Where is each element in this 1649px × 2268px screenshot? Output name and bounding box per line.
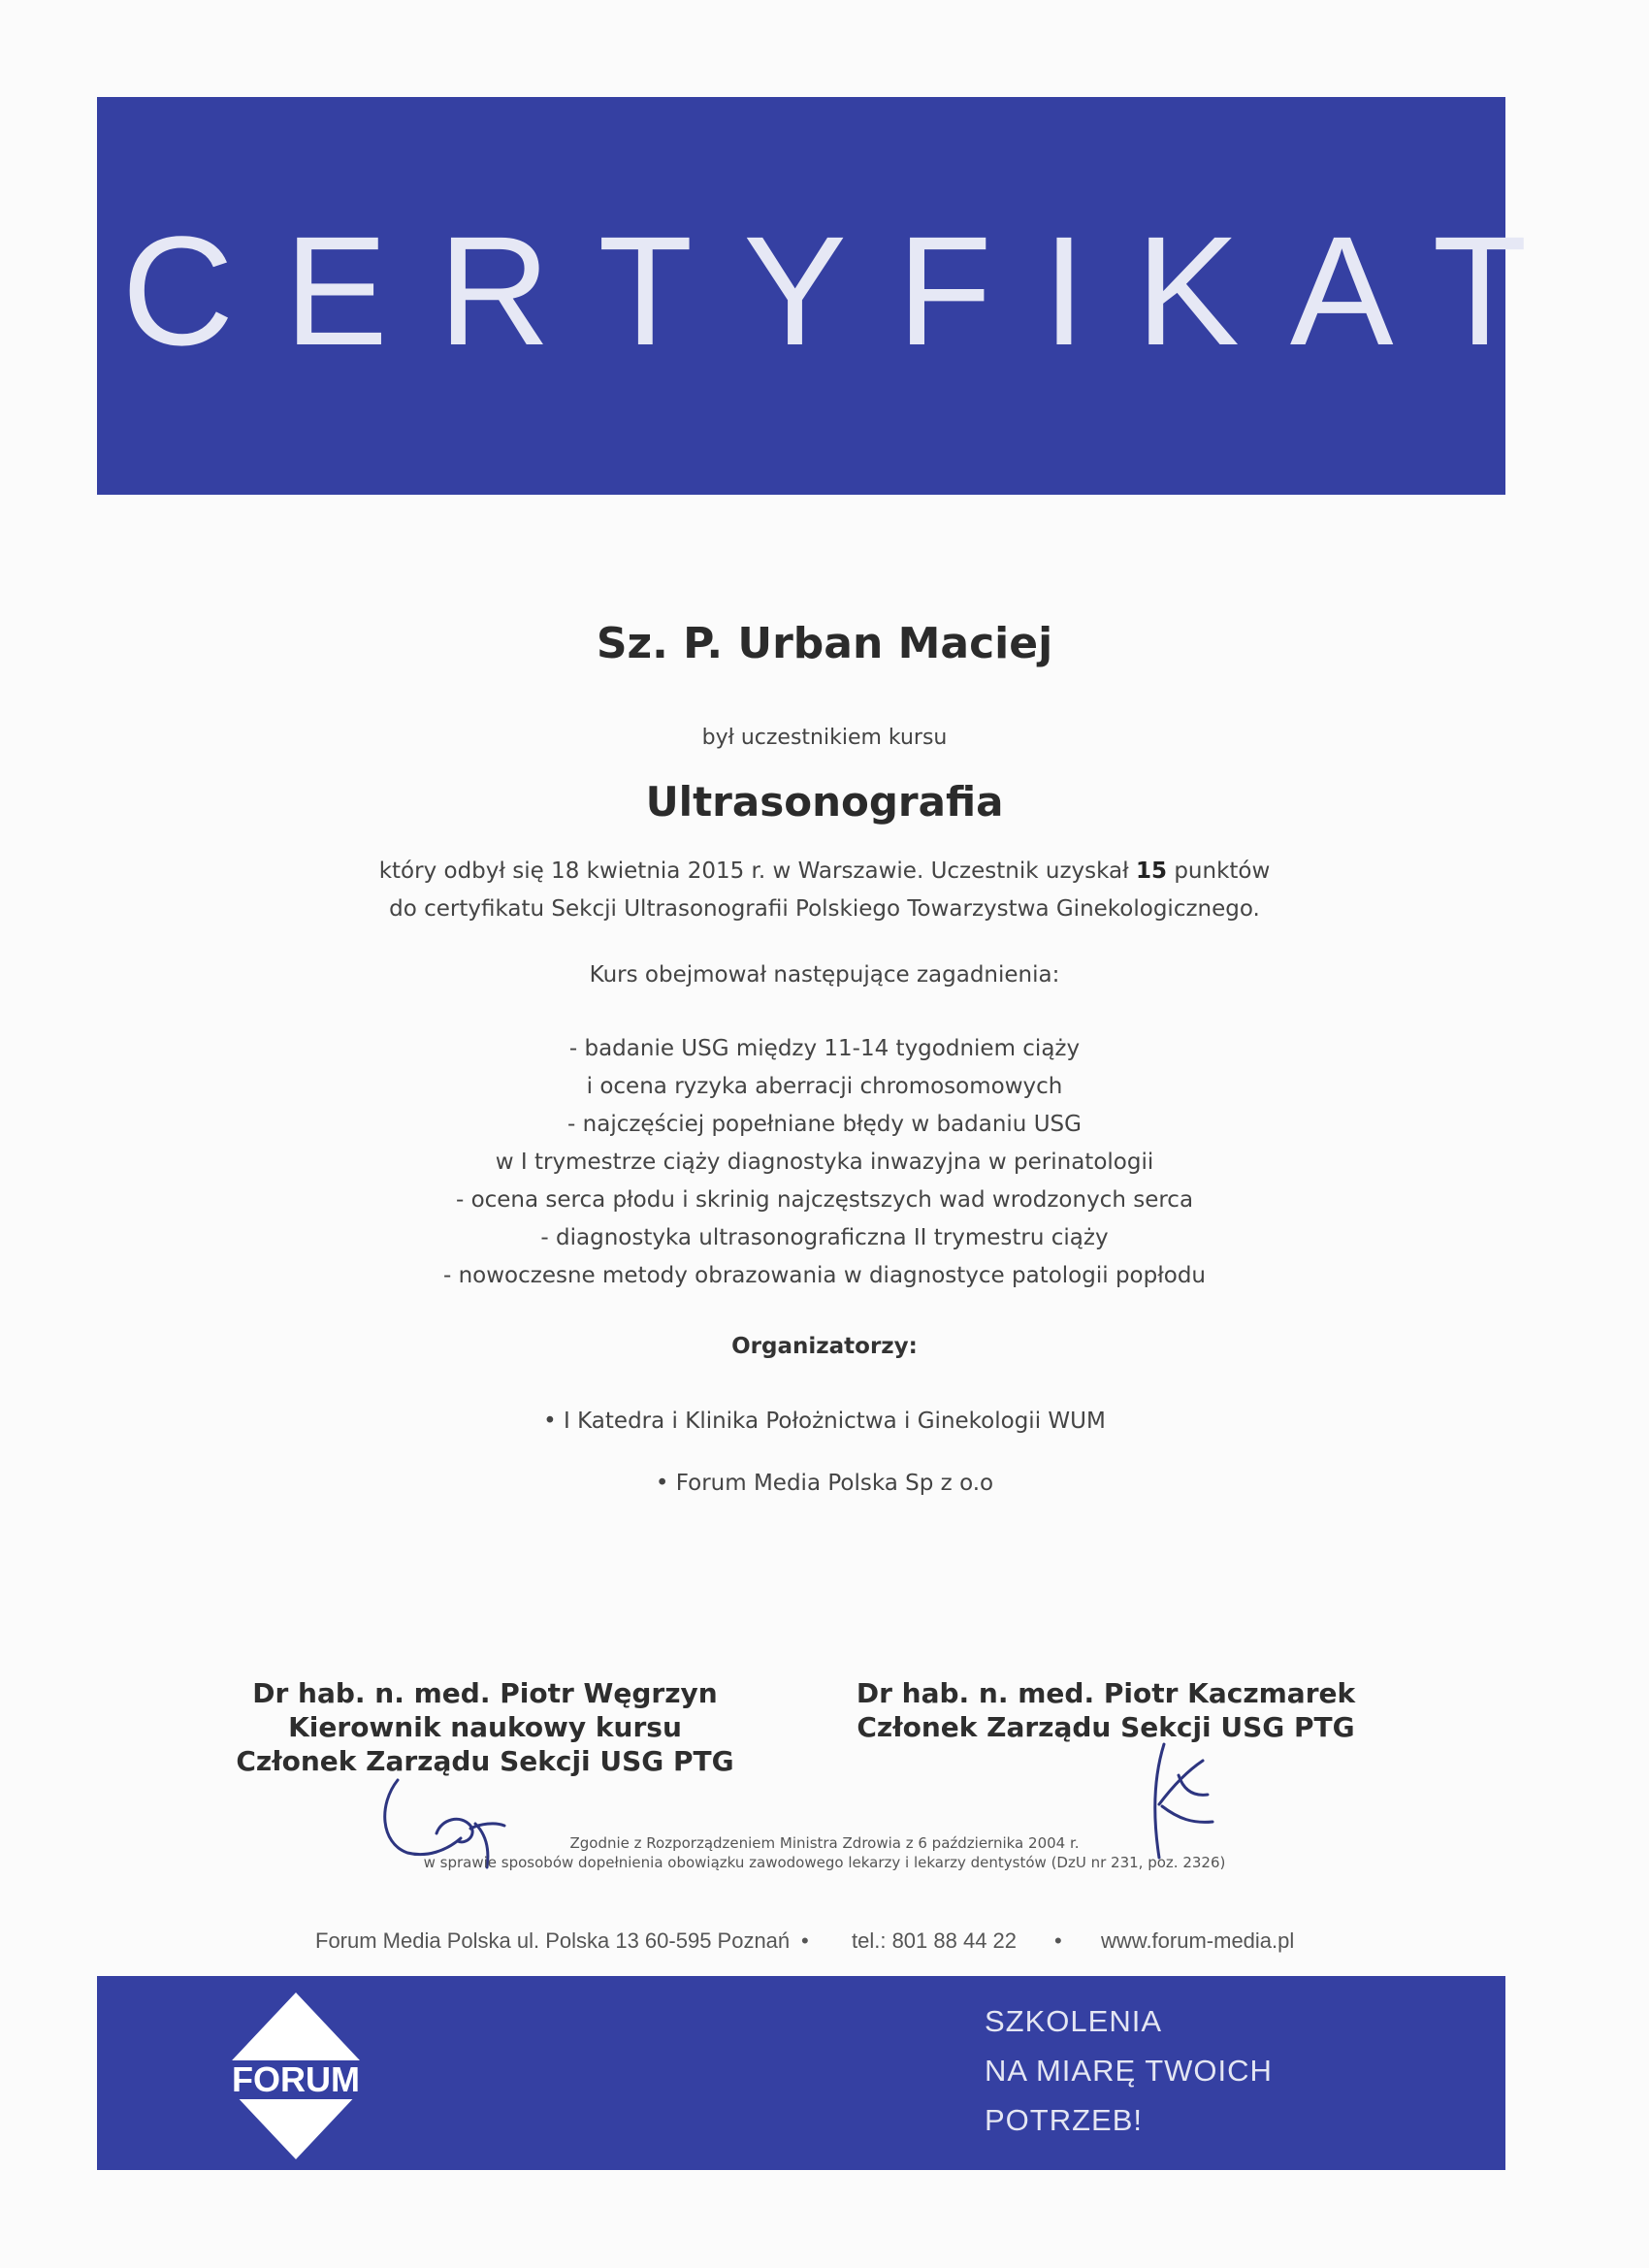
topic-line: - diagnostyka ultrasonograficzna II trymestru ciąży (540, 1225, 1109, 1250)
organizers-heading: Organizatorzy: (731, 1334, 918, 1359)
contact-website[interactable]: www.forum-media.pl (1101, 1928, 1295, 1953)
slogan-line: NA MIARĘ TWOICH (985, 2054, 1273, 2088)
legal-note (0, 1833, 1649, 1872)
points-count: 15 (1135, 859, 1167, 884)
contact-address: Forum Media Polska ul. Polska 13 60-595 Poznań (315, 1928, 791, 1953)
signatory-right (805, 1676, 1406, 1744)
forum-logo (213, 1989, 378, 2163)
legal-note-line: w sprawie sposobów dopełnienia obowiązku zawodowego lekarzy i lekarzy dentystów (DzU nr 231, poz. 2326) (423, 1854, 1226, 1871)
topic-line: i ocena ryzyka aberracji chromosomowych (586, 1074, 1063, 1099)
contact-separator: • (1054, 1928, 1062, 1953)
organizer-item: • Forum Media Polska Sp z o.o (655, 1471, 994, 1496)
course-date-location: który odbył się 18 kwietnia 2015 r. w Warszawie. Uczestnik uzyskał (378, 859, 1129, 884)
topic-list (0, 1030, 1649, 1295)
topic-line: - nowoczesne metody obrazowania w diagnostyce patologii popłodu (442, 1263, 1206, 1288)
recipient-name: Sz. P. Urban Maciej (596, 619, 1053, 668)
slogan-line: SZKOLENIA (985, 2004, 1162, 2038)
signatory-left (184, 1676, 786, 1778)
participant-line: był uczestnikiem kursu (701, 726, 948, 750)
points-label: punktów (1174, 859, 1271, 884)
certificate-title: CERTYFIKAT (121, 204, 1578, 377)
contact-separator: • (801, 1928, 809, 1953)
topics-intro: Kurs obejmował następujące zagadnienia: (589, 962, 1060, 988)
signatory-name: Dr hab. n. med. Piotr Węgrzyn (252, 1677, 718, 1709)
topic-line: - ocena serca płodu i skrinig najczęstszych wad wrodzonych serca (455, 1187, 1194, 1213)
course-name: Ultrasonografia (645, 778, 1004, 826)
logo-text: FORUM (232, 2059, 360, 2099)
signatory-name: Dr hab. n. med. Piotr Kaczmarek (856, 1677, 1356, 1709)
legal-note-line: Zgodnie z Rozporządzeniem Ministra Zdrowia z 6 października 2004 r. (569, 1834, 1080, 1852)
course-details-line-2: do certyfikatu Sekcji Ultrasonografii Polskiego Towarzystwa Ginekologicznego. (389, 896, 1260, 922)
contact-phone: tel.: 801 88 44 22 (852, 1928, 1018, 1953)
course-details-line-1 (0, 859, 1649, 884)
topic-line: - badanie USG między 11-14 tygodniem ciąży (568, 1036, 1081, 1061)
signatory-role: Członek Zarządu Sekcji USG PTG (857, 1711, 1355, 1743)
slogan-line: POTRZEB! (985, 2103, 1144, 2137)
slogan (985, 1996, 1273, 2145)
signatory-role: Kierownik naukowy kursu (288, 1711, 682, 1743)
topic-line: - najczęściej popełniane błędy w badaniu USG (567, 1112, 1082, 1137)
topic-line: w I trymestrze ciąży diagnostyka inwazyjna w perinatologii (495, 1150, 1154, 1175)
organizer-item: • I Katedra i Klinika Położnictwa i Ginekologii WUM (543, 1409, 1106, 1434)
signatory-role: Członek Zarządu Sekcji USG PTG (236, 1745, 734, 1777)
